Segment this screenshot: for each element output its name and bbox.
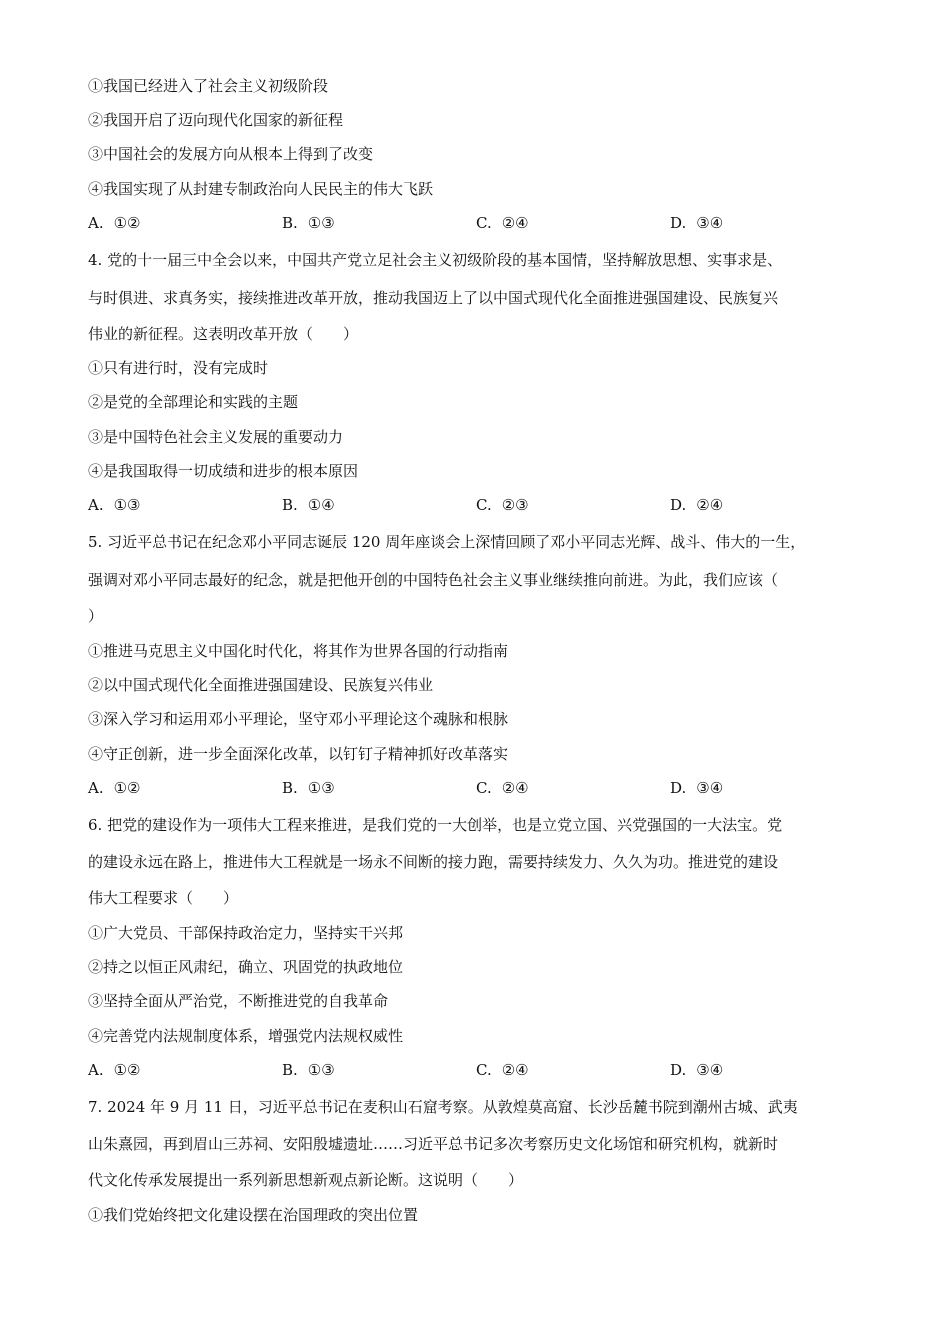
option-value: ①②	[113, 1061, 141, 1079]
option-value: ①③	[113, 496, 141, 514]
q5-option-a	[88, 778, 141, 798]
q6-option-c	[476, 1060, 529, 1080]
option-value: ①④	[307, 496, 335, 514]
q6-options	[88, 1060, 878, 1080]
option-letter: C.	[476, 779, 492, 797]
q6-statement-2: ②持之以恒正风肃纪，确立、巩固党的执政地位	[88, 958, 404, 976]
option-letter: A.	[88, 1061, 104, 1079]
option-letter: D.	[670, 1061, 687, 1079]
q3-option-a	[88, 213, 141, 233]
option-value: ②③	[501, 496, 529, 514]
q6-statement-4: ④完善党内法规制度体系，增强党内法规权威性	[88, 1027, 404, 1045]
option-value: ①③	[307, 1061, 335, 1079]
option-letter: C.	[476, 1061, 492, 1079]
q7-stem-line-3: 代文化传承发展提出一系列新思想新观点新论断。这说明（ ）	[88, 1171, 524, 1189]
q5-statement-3: ③深入学习和运用邓小平理论，坚守邓小平理论这个魂脉和根脉	[88, 710, 509, 728]
q5-statement-4: ④守正创新，进一步全面深化改革，以钉钉子精神抓好改革落实	[88, 745, 509, 763]
q4-options	[88, 495, 878, 515]
q5-options	[88, 778, 878, 798]
q6-option-d	[670, 1060, 723, 1080]
q4-statement-1: ①只有进行时，没有完成时	[88, 359, 269, 377]
option-value: ①②	[113, 214, 141, 232]
option-letter: A.	[88, 496, 104, 514]
q3-options	[88, 213, 878, 233]
q5-option-c	[476, 778, 529, 798]
q3-option-d	[670, 213, 723, 233]
option-letter: B.	[282, 779, 298, 797]
option-value: ③④	[696, 1061, 724, 1079]
q6-option-b	[282, 1060, 335, 1080]
q4-stem-line-3: 伟业的新征程。这表明改革开放（ ）	[88, 325, 359, 343]
q4-stem-line-1: 4. 党的十一届三中全会以来，中国共产党立足社会主义初级阶段的基本国情，坚持解放思想、实事求是、	[88, 251, 783, 269]
option-value: ①③	[307, 214, 335, 232]
q3-statement-1: ①我国已经进入了社会主义初级阶段	[88, 77, 329, 95]
q3-option-c	[476, 213, 529, 233]
q5-stem-line-2: 强调对邓小平同志最好的纪念，就是把他开创的中国特色社会主义事业继续推向前进。为此，我们应该（	[88, 571, 779, 589]
q6-statement-3: ③坚持全面从严治党，不断推进党的自我革命	[88, 992, 389, 1010]
q5-option-b	[282, 778, 335, 798]
q4-option-b	[282, 495, 335, 515]
option-value: ③④	[696, 214, 724, 232]
q7-stem-line-1: 7. 2024 年 9 月 11 日，习近平总书记在麦积山石窟考察。从敦煌莫高窟、长沙岳麓书院到潮州古城、武夷	[88, 1098, 798, 1116]
option-value: ①②	[113, 779, 141, 797]
option-letter: A.	[88, 779, 104, 797]
q3-statement-4: ④我国实现了从封建专制政治向人民民主的伟大飞跃	[88, 180, 434, 198]
option-letter: B.	[282, 214, 298, 232]
option-letter: D.	[670, 214, 687, 232]
q3-option-b	[282, 213, 335, 233]
q4-statement-2: ②是党的全部理论和实践的主题	[88, 393, 299, 411]
q5-stem-line-3: ）	[88, 607, 104, 625]
q6-stem-line-3: 伟大工程要求（ ）	[88, 889, 239, 907]
option-letter: B.	[282, 496, 298, 514]
q5-option-d	[670, 778, 723, 798]
q4-option-a	[88, 495, 141, 515]
q6-option-a	[88, 1060, 141, 1080]
option-value: ②④	[696, 496, 724, 514]
q5-stem-line-1: 5. 习近平总书记在纪念邓小平同志诞辰 120 周年座谈会上深情回顾了邓小平同志光辉、战斗、伟大的一生，	[88, 533, 806, 551]
option-value: ②④	[501, 1061, 529, 1079]
option-letter: D.	[670, 496, 687, 514]
q6-statement-1: ①广大党员、干部保持政治定力，坚持实干兴邦	[88, 924, 404, 942]
q6-stem-line-1: 6. 把党的建设作为一项伟大工程来推进，是我们党的一大创举，也是立党立国、兴党强国的一大法宝。党	[88, 816, 783, 834]
option-letter: D.	[670, 779, 687, 797]
q7-statement-1: ①我们党始终把文化建设摆在治国理政的突出位置	[88, 1206, 419, 1224]
q4-option-d	[670, 495, 723, 515]
q4-statement-3: ③是中国特色社会主义发展的重要动力	[88, 428, 344, 446]
option-letter: A.	[88, 214, 104, 232]
q4-option-c	[476, 495, 529, 515]
q7-stem-line-2: 山朱熹园，再到眉山三苏祠、安阳殷墟遗址……习近平总书记多次考察历史文化场馆和研究机构，就新时	[88, 1135, 779, 1153]
option-letter: C.	[476, 214, 492, 232]
q6-stem-line-2: 的建设永远在路上，推进伟大工程就是一场永不间断的接力跑，需要持续发力、久久为功。推进党的建设	[88, 853, 779, 871]
q5-statement-2: ②以中国式现代化全面推进强国建设、民族复兴伟业	[88, 676, 434, 694]
q5-statement-1: ①推进马克思主义中国化时代化，将其作为世界各国的行动指南	[88, 642, 509, 660]
q4-stem-line-2: 与时俱进、求真务实，接续推进改革开放，推动我国迈上了以中国式现代化全面推进强国建设、民族复兴	[88, 289, 779, 307]
option-letter: C.	[476, 496, 492, 514]
q3-statement-2: ②我国开启了迈向现代化国家的新征程	[88, 111, 344, 129]
q3-statement-3: ③中国社会的发展方向从根本上得到了改变	[88, 145, 374, 163]
q4-statement-4: ④是我国取得一切成绩和进步的根本原因	[88, 462, 359, 480]
option-value: ①③	[307, 779, 335, 797]
option-letter: B.	[282, 1061, 298, 1079]
option-value: ②④	[501, 779, 529, 797]
option-value: ③④	[696, 779, 724, 797]
option-value: ②④	[501, 214, 529, 232]
